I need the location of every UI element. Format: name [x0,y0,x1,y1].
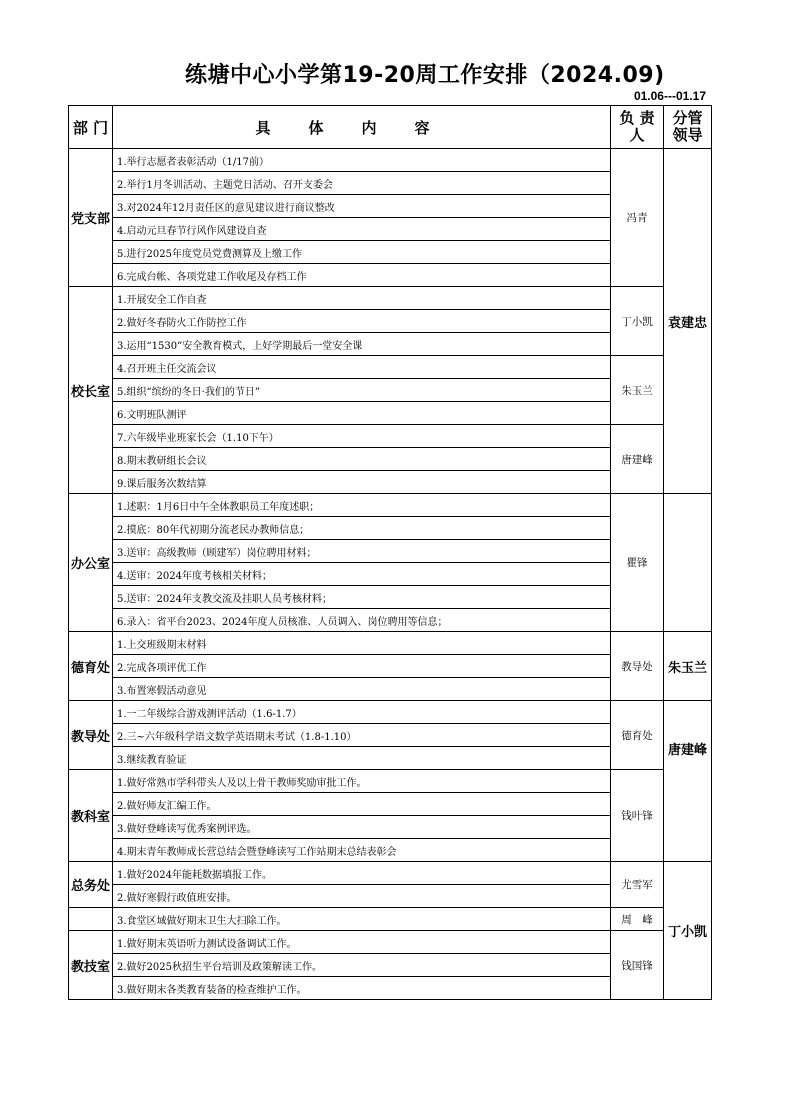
table-row [69,149,712,172]
owner-cell: 教导处 [611,632,664,701]
table-row [69,632,712,655]
task-item: 3.食堂区域做好期末卫生大扫除工作。 [113,908,611,931]
dept-name: 教技室 [69,931,113,1000]
task-item: 3.继续教育验证 [113,747,611,770]
header-owner: 负 责 人 [611,106,664,149]
task-item: 6.完成台帐、各项党建工作收尾及存档工作 [113,264,611,287]
task-item: 3.运用“1530”安全教育模式，上好学期最后一堂安全课 [113,333,611,356]
owner-cell: 钱叶锋 [611,770,664,862]
task-item: 5.组织“缤纷的冬日·我们的节日” [113,379,611,402]
owner-cell: 德育处 [611,701,664,770]
task-item: 2.完成各项评优工作 [113,655,611,678]
task-item: 4.启动元旦春节行风作风建设自查 [113,218,611,241]
owner-cell: 丁小凯 [611,287,664,356]
leader-cell: 丁小凯 [664,862,712,1000]
leader-cell: 朱玉兰 [664,632,712,701]
dept-name: 教导处 [69,701,113,770]
table-row [69,494,712,517]
task-item: 1.一二年级综合游戏测评活动（1.6-1.7） [113,701,611,724]
table-row [69,931,712,954]
task-item: 2.摸底：80年代初期分流老民办教师信息； [113,517,611,540]
header-content: 具体内容 [113,106,611,149]
page-title: 练塘中心小学第19-20周工作安排（2024.09) [185,63,665,88]
owner-cell: 唐建峰 [611,425,664,494]
owner-cell: 尤雪军 [611,862,664,908]
task-item: 5.进行2025年度党员党费测算及上缴工作 [113,241,611,264]
task-item: 6.录入：省平台2023、2024年度人员核准、人员调入、岗位聘用等信息； [113,609,611,632]
task-item: 3.布置寒假活动意见 [113,678,611,701]
dept-name: 校长室 [69,287,113,494]
task-item: 1.举行志愿者表彰活动（1/17前） [113,149,611,172]
dept-name: 办公室 [69,494,113,632]
task-item: 2.三~六年级科学语文数学英语期末考试（1.8-1.10） [113,724,611,747]
owner-cell: 周 峰 [611,908,664,931]
task-item: 4.送审：2024年度考核相关材料； [113,563,611,586]
task-item: 9.课后服务次数结算 [113,471,611,494]
task-item: 2.做好寒假行政值班安排。 [113,885,611,908]
dept-name: 党支部 [69,149,113,287]
table-row [69,701,712,724]
dept-name: 德育处 [69,632,113,701]
task-item: 5.送审：2024年支教交流及挂职人员考核材料； [113,586,611,609]
header-leader: 分管 领导 [664,106,712,149]
task-item: 2.举行1月冬训活动、主题党日活动、召开支委会 [113,172,611,195]
task-item: 3.对2024年12月责任区的意见建议进行商议整改 [113,195,611,218]
task-item: 3.做好登峰读写优秀案例评选。 [113,816,611,839]
task-item: 4.召开班主任交流会议 [113,356,611,379]
owner-cell: 朱玉兰 [611,356,664,425]
table-row [69,287,712,310]
task-item: 3.做好期末各类教育装备的检查维护工作。 [113,977,611,1000]
task-item: 7.六年级毕业班家长会（1.10下午） [113,425,611,448]
dept-name: 总务处 [69,862,113,908]
task-item: 3.送审：高级教师（顾建军）岗位聘用材料； [113,540,611,563]
dept-name-empty [69,908,113,931]
task-item: 1.做好常熟市学科带头人及以上骨干教师奖励审批工作。 [113,770,611,793]
task-item: 1.做好2024年能耗数据填报工作。 [113,862,611,885]
task-item: 1.开展安全工作自查 [113,287,611,310]
header-row [69,106,712,149]
table-row [69,908,712,931]
table-row [69,425,712,448]
table-row [69,770,712,793]
dept-name: 教科室 [69,770,113,862]
schedule-table [68,105,712,1000]
table-row [69,356,712,379]
task-item: 2.做好冬春防火工作防控工作 [113,310,611,333]
owner-cell: 冯青 [611,149,664,287]
leader-cell: 唐建峰 [664,701,712,862]
header-dept: 部 门 [69,106,113,149]
leader-cell: 袁建忠 [664,149,712,494]
task-item: 2.做好师友汇编工作。 [113,793,611,816]
task-item: 2.做好2025秋招生平台培训及政策解读工作。 [113,954,611,977]
task-item: 8.期末教研组长会议 [113,448,611,471]
task-item: 1.上交班级期末材料 [113,632,611,655]
date-range: 01.06---01.17 [633,89,706,103]
task-item: 1.做好期末英语听力测试设备调试工作。 [113,931,611,954]
leader-cell-empty [664,494,712,632]
owner-cell: 瞿锋 [611,494,664,632]
table-row [69,862,712,885]
task-item: 4.期末青年教师成长营总结会暨登峰读写工作站期末总结表彰会 [113,839,611,862]
task-item: 1.述职：1月6日中午全体教职员工年度述职； [113,494,611,517]
task-item: 6.文明班队测评 [113,402,611,425]
owner-cell: 钱国锋 [611,931,664,1000]
